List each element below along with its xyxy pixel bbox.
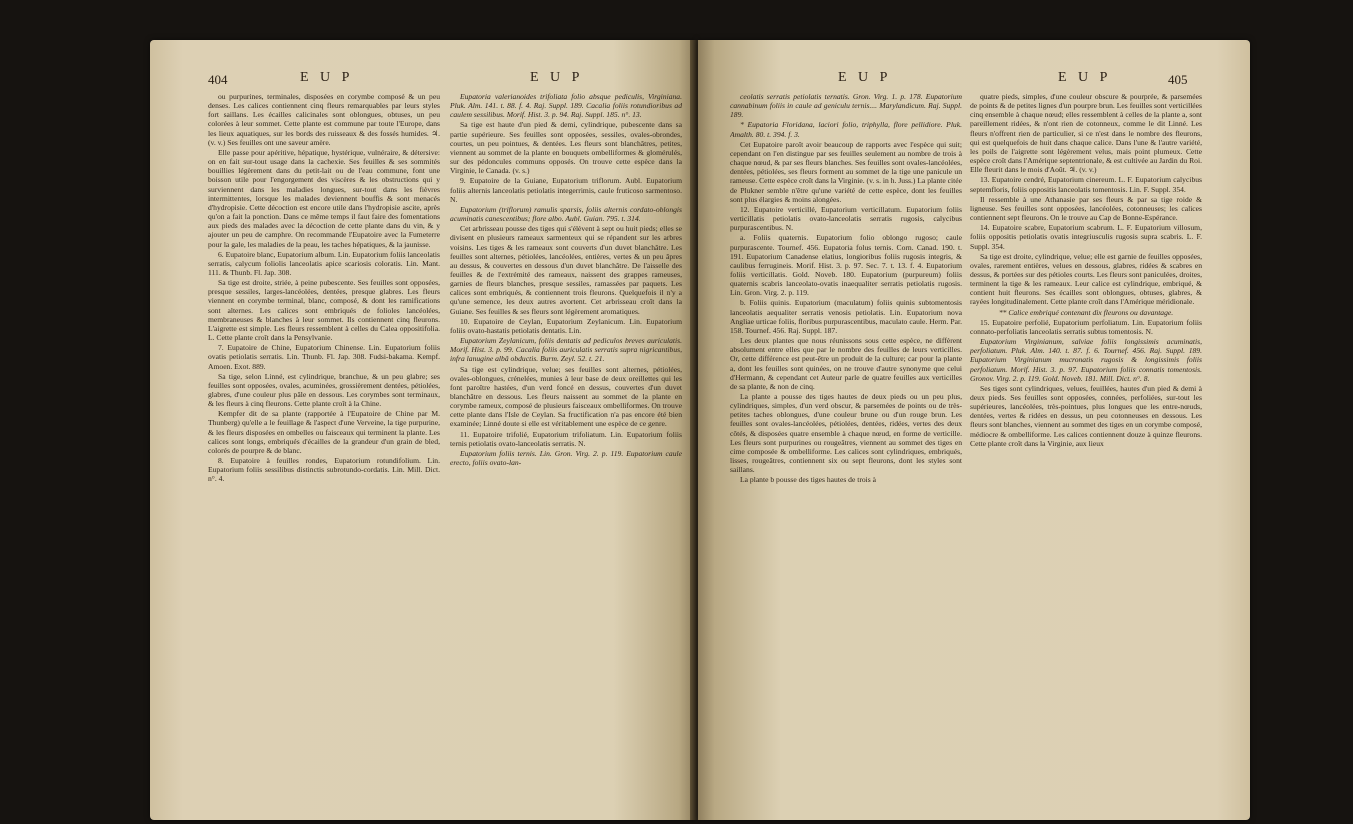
paragraph: * Eupatoria Floridana, laciori folio, triphylla, flore pellidiore. Pluk. Amalth. 80. t. 394. f. 3. bbox=[730, 120, 962, 139]
right-head-word-2: E U P bbox=[1058, 70, 1112, 85]
paragraph: Ses tiges sont cylindriques, velues, feuillées, hautes d'un pied & demi à deux pieds. Ses feuilles sont opposées, connées, perfoliées, sur-tout les supérieures, lancéolées, très-pointues, plus longues que les entre-nœuds, dentées, vertes & ridées en dessus, un peu cotonneuses en dessous. Les fleurs sont blanches, viennent au sommet des tiges en un corymbe composé, médiocre & ombelliforme. Les calices contiennent douze à quinze fleurons. Cette plante croît dans la Virginie, aux lieux bbox=[970, 383, 1202, 448]
section-heading: ** Calice embriqué contenant dix fleurons ou davantage. bbox=[998, 307, 1174, 317]
paragraph: Cet Eupatoire paroît avoir beaucoup de rapports avec l'espèce qui suit; cependant on l'en distingue par ses feuilles seulement au nombre de trois à chaque nœud, & par ses fleurs blanches. Ses feuilles sont ovales-lancéolées, dentées, pétiolées, ses fleurs forment au sommet de la tige une panicule un rameuse. Cette espèce croît dans la Virginie. (v. s. in h. Juss.) La plante citée de Plukner semble n'être qu'une variété de cette espèce, dont les feuilles sont plus élargies & moins alongées. bbox=[730, 139, 962, 204]
paragraph: 14. Eupatoire scabre, Eupatorium scabrum. L. F. Eupatorium villosum, foliis oppositis petiolatis ovatis integriusculis rugosis supra scabris. L. F. Suppl. 354. bbox=[970, 223, 1202, 251]
left-page-number: 404 bbox=[208, 72, 228, 87]
paragraph: Eupatorium Zeylanicum, foliis dentatis ad pediculos breves auriculatis. Morif. Hist. 3. p. 99. Cacalia foliis auriculatis serratis supra nigricantibus, infra lanugine albâ obductis. Burm. Zeyl. 52. t. 21. bbox=[450, 336, 682, 364]
paragraph: Sa tige est cylindrique, velue; ses feuilles sont alternes, pétiolées, ovales-oblongues, crénelées, munies à leur base de deux oreillettes qui les font paroître hastées, d'un verd foncé en dessus, couvertes d'un duvet blanchâtre en dessous. Les fleurs naissent au sommet de la plante en corymbe rameux, composé de plusieurs faisceaux ombelliformes. On trouve cette plante dans l'Isle de Ceylan. Sa fructification n'a pas encore été bien examinée; Linné doute si elle est véritablement une espèce de ce genre. bbox=[450, 364, 682, 429]
paragraph: quatre pieds, simples, d'une couleur obscure & pourprée, & parsemées de points & de petites lignes d'un pourpre brun. Les feuilles sont verticillées cinq ensemble à chaque nœud; elles ressemblent à celles de la plante a, sont pareillement ridées, & n'ont rien de cotonneux, comme le dit Linné. Les fleurs n'offrent rien de particulier, si ce n'est dans le nombre des fleurons, qui est quelquefois de huit dans chaque calice. Dans l'une & l'autre variété, les poils de l'aigrette sont légèrement velus, mais point plumeux. Cette espèce croît dans l'Amérique septentrionale, & est cultivée au Jardin du Roi. Elle fleurit dans le mois d'Août. ♃. (v. v.) bbox=[970, 92, 1202, 175]
left-page bbox=[150, 40, 695, 820]
paragraph: Sa tige, selon Linné, est cylindrique, branchue, & un peu glabre; ses feuilles sont opposées, ovales, acuminées, grossièrement dentées, pétiolées, glabres, d'une couleur plus pâle en dessous. Les corymbes sont terminaux, & les fleurs à cinq fleurons. Cette plante croît à la Chine. bbox=[208, 371, 440, 409]
paragraph: b. Foliis quinis. Eupatorium (maculatum) foliis quinis subtomentosis lanceolatis aequaliter serratis venosis petiolatis. Lin. Eupatorium nova Angliae urticae foliis, floribus purpurascentibus, maculato caule. Herm. Par. 158. Tournef. 456. Raj. Suppl. 187. bbox=[730, 298, 962, 335]
paragraph: La plante a pousse des tiges hautes de deux pieds ou un peu plus, cylindriques, simples, d'un verd obscur, & parsemées de points ou de très-petites taches oblongues, d'une couleur brune ou d'un rouge brun. Les feuilles sont ovales-lancéolées, pétiolées, dentées, ridées, vertes des deux côtés, & disposées quatre ensemble à chaque nœud, en forme de verticille. Les fleurs sont purpurines ou rougeâtres, viennent au sommet des tiges en cime composée & ombelliforme. Les calices sont cylindriques, embriqués, lisses, rougeâtres, contiennent six ou sept fleurons, dont les styles sont saillans. bbox=[730, 392, 962, 475]
paragraph: Cet arbrisseau pousse des tiges qui s'élèvent à sept ou huit pieds; elles se divisent en plusieurs rameaux sarmenteux qui se répandent sur les arbres voisins. Les tiges & les rameaux sont couverts d'un duvet blanchâtre. Les feuilles sont alternes, pétiolées, lancéolées, entières, vertes & un peu âpres au dessus, & couvertes en dessous d'un duvet blanchâtre. De l'aisselle des feuilles & de l'extrémité des rameaux, naissent des grappes rameuses, garnies de fleurs blanches, presque sessiles, ramassées par paquets. Les calices sont embriqués, & contiennent trois fleurons. Quelquefois il n'y a qu'une semence, les deux autres avortent. Cet arbrisseau croît dans la Guiane. Ses feuilles & ses fleurs sont légèrement aromatiques. bbox=[450, 224, 682, 316]
left-column-1 bbox=[208, 92, 440, 812]
paragraph: 6. Eupatoire blanc, Eupatorium album. Lin. Eupatorium foliis lanceolatis serratis, calycum foliolis lanceolatis apice scariosis coloratis. Lin. Mant. 111. & Thunb. Fl. Jap. 308. bbox=[208, 249, 440, 277]
paragraph: Eupatoria valerianoides trifoliata folio absque pediculis, Virginiana. Pluk. Alm. 141. t. 88. f. 4. Raj. Suppl. 189. Cacalia foliis rotundioribus ad caulem sessilibus. Morif. Hist. 3. p. 94. Raj. Suppl. 185. n°. 13. bbox=[450, 92, 682, 120]
paragraph: 8. Eupatoire à feuilles rondes, Eupatorium rotundifolium. Lin. Eupatorium foliis sessilibus distinctis subrotundo-cordatis. Lin. Mill. Dict. n°. 4. bbox=[208, 456, 440, 484]
right-running-head bbox=[698, 70, 1250, 90]
left-head-word-2: E U P bbox=[530, 70, 584, 85]
paragraph: Sa tige est droite, cylindrique, velue; elle est garnie de feuilles opposées, ovales, rarement entières, velues en dessous, glabres, ridées & scabres en dessus, & portées sur des pétioles courts. Les fleurs sont paniculées, droites, terminent la tige & les rameaux. Leur calice est cylindrique, embriqué, & contient huit fleurons. Ses écailles sont oblongues, obtuses, glabres, & rayées longitudinalement. Cette plante croît dans l'Amérique méridionale. bbox=[970, 251, 1202, 307]
left-column-2 bbox=[450, 92, 682, 812]
left-running-head bbox=[150, 70, 695, 90]
paragraph: Elle passe pour apéritive, hépatique, hystérique, vulnéraire, & détersive: on en fait sur-tout usage dans la cachexie. Ses feuilles & ses sommités bouillies légèrement dans du petit-lait ou de l'eau commune, font une boisson utile pour l'engorgement des viscères & les obstructions qui y surviennent dans les maladies longues, sur-tout dans les fièvres intermittentes, lorsque les malades deviennent bouffis & sont menacés d'hydropisie. Cette décoction est encore utile dans l'hydropisie ascite, après qu'on a fait la ponction. Dans ce même temps il faut faire des fomentations aux pieds des malades avec la décoction de cette plante dans du vin, & y ajouter un peu de camphre. On recommande l'Eupatoire avec la Fumeterre pour la gale, les maladies de la peau, les taches hépatiques, & la jaunisse. bbox=[208, 147, 440, 249]
paragraph: 9. Eupatoire de la Guiane, Eupatorium triflorum. Aubl. Eupatorium foliis alternis lanceolatis petiolatis integerrimis, caule fruticoso sarmentoso. N. bbox=[450, 176, 682, 204]
paragraph: 15. Eupatoire perfolié, Eupatorium perfoliatum. Lin. Eupatorium foliis connato-perfoliatis lanceolatis serratis subtus tomentosis. N. bbox=[970, 317, 1202, 336]
left-head-word-1: E U P bbox=[300, 70, 354, 85]
paragraph: 12. Eupatoire verticillé, Eupatorium verticillatum. Eupatorium foliis verticillatis petiolatis ovato-lanceolatis serratis rugosis, calycibus purpurascentibus. N. bbox=[730, 204, 962, 233]
paragraph: Eupatorium (triflorum) ramulis sparsis, foliis alternis cordato-oblongis acuminatis canescentibus; flore albo. Aubl. Guian. 795. t. 314. bbox=[450, 204, 682, 224]
right-column-2 bbox=[970, 92, 1202, 812]
paragraph: Kempfer dit de sa plante (rapportée à l'Eupatoire de Chine par M. Thunberg) qu'elle a le feuillage & l'aspect d'une Verveine, la tige purpurine, & les fleurs disposées en ombelles ou faisceaux qui terminent la plante. Les calices sont longs, embriqués d'écailles de la grandeur d'un grain de bled, colorés de pourpre & de blanc. bbox=[208, 409, 440, 455]
paragraph: 11. Eupatoire trifolié, Eupatorium trifoliatum. Lin. Eupatorium foliis ternis petiolatis ovato-lanceolatis serratis. N. bbox=[450, 429, 682, 448]
right-page bbox=[698, 40, 1250, 820]
paragraph: La plante b pousse des tiges hautes de trois à bbox=[740, 475, 877, 485]
book-spread bbox=[150, 40, 1250, 820]
paragraph: Eupatorium foliis ternis. Lin. Gron. Virg. 2. p. 119. Eupatorium caule erecto, foliis ovato-lan- bbox=[450, 448, 682, 468]
paragraph: 10. Eupatoire de Ceylan, Eupatorium Zeylanicum. Lin. Eupatorium foliis ovato-hastatis petiolatis dentatis. Lin. bbox=[450, 316, 682, 335]
paragraph: Sa tige est haute d'un pied & demi, cylindrique, pubescente dans sa partie supérieure. Ses feuilles sont opposées, sessiles, ovales-obrondes, courtes, un peu pointues, & dentées. Les fleurs sont blanchâtres, petites, viennent au sommet de la plante en bouquets ombelliformes & glomérulés, sur des pédoncules communs opposés. On trouve cette espèce dans la Virginie, le Canada. (v. s.) bbox=[450, 120, 682, 176]
right-page-number: 405 bbox=[1168, 72, 1188, 87]
paragraph: a. Foliis quaternis. Eupatorium folio oblongo rugoso; caule purpurascente. Tournef. 456. Eupatoria folus ternis. Corn. Canad. 190. t. 191. Eupatorium Canadense elatius, longioribus foliis rugosis integris, & caulibus ferrugineis. Morif. Hist. 3. p. 97. Sec. 7. t. 13. f. 4. Eupatorium foliis verticillatis. Gold. Noveb. 180. Eupatorium (purpureum) foliis quaternis scabris lanceolato-ovatis inaequaliter serratis petiolatis rugosis. Lin. Gron. Virg. 2. p. 119. bbox=[730, 233, 962, 298]
paragraph: 7. Eupatoire de Chine, Eupatorium Chinense. Lin. Eupatorium foliis ovatis petiolatis serratis. Lin. Thunb. Fl. Jap. 308. Fudsi-bakama. Kempf. Amoen. Exot. 889. bbox=[208, 343, 440, 371]
paragraph: Les deux plantes que nous réunissons sous cette espèce, ne diffèrent absolument entre elles que par le nombre des feuilles de leurs verticilles. Or, cette différence est peut-être un produit de la culture; car pour la plante a, dont les feuilles sont quinées, on ne trouve d'autre synonyme que celui d'Hermann, & cependant cet Auteur parle de quatre feuilles aux verticilles de sa plante, & non de cinq. bbox=[730, 336, 962, 391]
paragraph: ceolatis serratis petiolatis ternatis. Gron. Virg. 1. p. 178. Eupatorium cannabinum foliis in caule ad geniculu ternis.... Marylandicum. Raj. Suppl. 189. bbox=[730, 92, 962, 120]
paragraph: Eupatorium Virginianum, salviae foliis longissimis acuminatis, perfoliatum. Pluk. Alm. 140. t. 87. f. 6. Tournef. 456. Raj. Suppl. 189. Eupatorium Virginianum mucronatis rugosis & longissimis foliis perfoliatum. Morif. Hist. 3. p. 97. Eupatorium foliis connatis tomentosis. Gronov. Virg. 2. p. 119. Gold. Noveb. 181. Mill. Dict. n°. 8. bbox=[970, 337, 1202, 383]
right-head-word-1: E U P bbox=[838, 70, 892, 85]
paragraph: Sa tige est droite, striée, à peine pubescente. Ses feuilles sont opposées, presque sessiles, larges-lancéolées, dentées, presque glabres. Les fleurs viennent en corymbe terminal, blanc, composé, & dont les ramifications sont alternes. Les calices sont embriqués de folioles lancéolées, membraneuses & blanches à leur sommet. Ils contiennent cinq fleurons. L'aigrette est simple. Les fleurs ressemblent à celles du Calea oppositifolia. L. Cette plante croît dans la Pensylvanie. bbox=[208, 278, 440, 343]
paragraph: Il ressemble à une Athanasie par ses fleurs & par sa tige roide & ligneuse. Ses feuilles sont opposées, lancéolées, cotonneuses; les calices contiennent sept fleurons. On le trouve au Cap de Bonne-Espérance. bbox=[970, 194, 1202, 223]
paragraph: 13. Eupatoire cendré, Eupatorium cinereum. L. F. Eupatorium calycibus septemfloris, foliis oppositis lanceolatis tomentosis. Lin. F. Suppl. 354. bbox=[970, 175, 1202, 194]
paragraph: ou purpurines, terminales, disposées en corymbe composé & un peu denses. Les calices contiennent cinq fleurs remarquables par leurs styles fort saillans. Les écailles calicinales sont oblongues, obtuses, un peu colorées à leur sommet. Cette plante est commune par toute l'Europe, dans les lieux aquatiques, sur les bords des ruisseaux & des fossés humides. ♃. (v. v.) Ses feuilles ont une saveur amère. bbox=[208, 92, 440, 147]
right-column-1 bbox=[730, 92, 962, 812]
